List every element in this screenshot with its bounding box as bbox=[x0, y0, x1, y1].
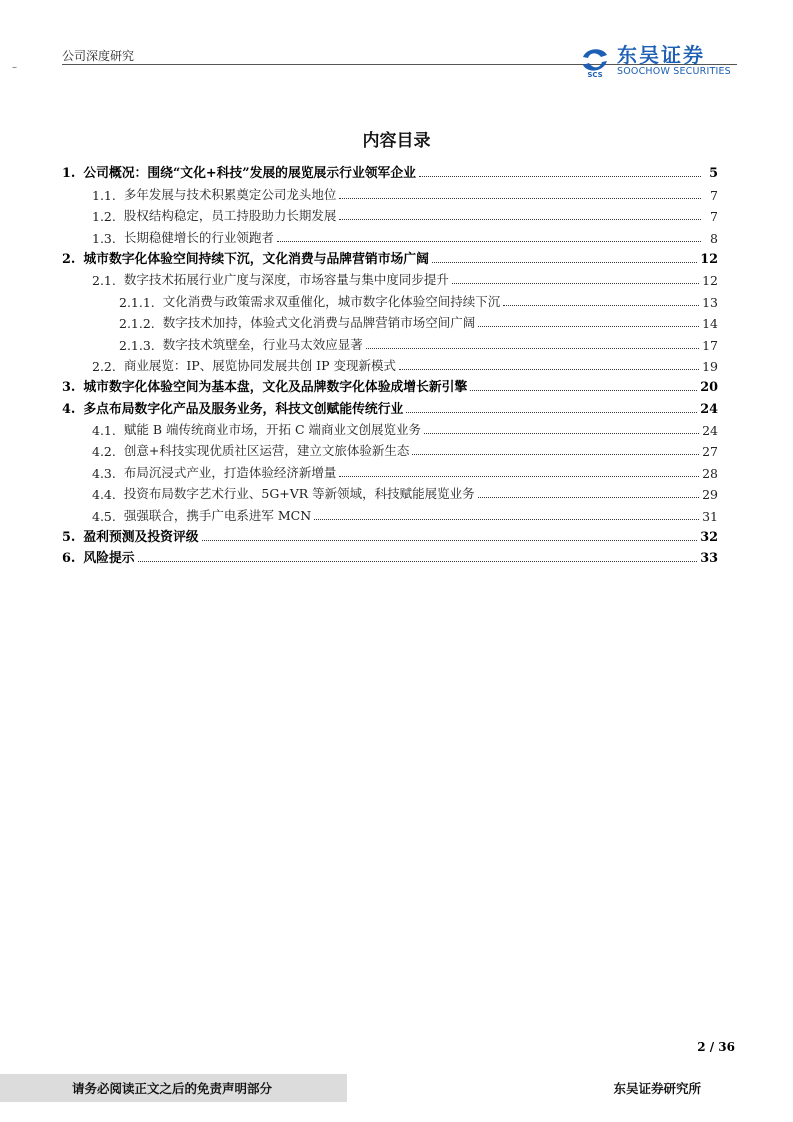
toc-entry-page: 12 bbox=[702, 273, 718, 289]
header-dash: – bbox=[12, 62, 17, 73]
toc-entry[interactable] bbox=[62, 438, 718, 459]
toc-entry-title: 数字技术加持，体验式文化消费与品牌营销市场空间广阔 bbox=[162, 315, 476, 331]
toc-entry-number: 5. bbox=[62, 530, 76, 546]
toc-entry-number: 2.1.2. bbox=[119, 316, 155, 332]
toc-entry-title: 多年发展与技术积累奠定公司龙头地位 bbox=[123, 186, 337, 202]
toc-entry[interactable] bbox=[62, 374, 718, 395]
toc-entry[interactable] bbox=[62, 502, 718, 523]
toc-entry-number: 1.1. bbox=[92, 187, 116, 203]
company-logo bbox=[577, 42, 747, 80]
logo-mark-text: SCS bbox=[587, 71, 603, 79]
toc-entry-number: 4. bbox=[62, 401, 76, 417]
toc-entry[interactable] bbox=[62, 459, 718, 480]
toc-entry-page: 27 bbox=[702, 444, 718, 460]
toc-entry-number: 3. bbox=[62, 380, 76, 396]
toc-leader-dots bbox=[277, 241, 701, 242]
toc-entry-number: 1. bbox=[62, 166, 76, 182]
toc-entry-title: 数字技术筑壁垒，行业马太效应显著 bbox=[162, 336, 363, 352]
toc-entry-page: 5 bbox=[709, 166, 718, 182]
toc-entry-number: 2.1.1. bbox=[119, 294, 155, 310]
toc-entry-number: 4.5. bbox=[92, 508, 116, 524]
toc-entry[interactable] bbox=[62, 395, 718, 416]
toc-entry-number: 2.1.3. bbox=[119, 337, 155, 353]
toc-entry-page: 28 bbox=[702, 465, 718, 481]
toc-entry[interactable] bbox=[62, 267, 718, 288]
toc-leader-dots bbox=[424, 433, 699, 434]
toc-entry-page: 29 bbox=[702, 487, 718, 503]
toc-entry-page: 7 bbox=[710, 209, 718, 225]
toc-entry-page: 31 bbox=[702, 508, 718, 524]
toc-entry[interactable] bbox=[62, 353, 718, 374]
toc-entry[interactable] bbox=[62, 288, 718, 309]
toc-entry-page: 12 bbox=[700, 251, 718, 267]
toc-entry-page: 14 bbox=[702, 316, 718, 332]
toc-entry-title: 多点布局数字化产品及服务业务，科技文创赋能传统行业 bbox=[83, 401, 404, 417]
toc-entry-title: 公司概况：围绕“文化+科技”发展的展览展示行业领军企业 bbox=[83, 166, 416, 182]
toc-entry[interactable] bbox=[62, 331, 718, 352]
toc-entry[interactable] bbox=[62, 246, 718, 267]
toc-entry-page: 32 bbox=[700, 530, 718, 546]
toc-leader-dots bbox=[339, 476, 699, 477]
toc-entry-page: 33 bbox=[700, 551, 718, 567]
toc-entry[interactable] bbox=[62, 545, 718, 566]
toc-entry-number: 4.1. bbox=[92, 423, 116, 439]
toc-leader-dots bbox=[202, 540, 698, 541]
table-of-contents bbox=[62, 160, 718, 566]
toc-leader-dots bbox=[399, 369, 699, 370]
toc-entry-title: 长期稳健增长的行业领跑者 bbox=[123, 229, 274, 245]
toc-entry-title: 风险提示 bbox=[83, 551, 135, 567]
toc-entry-number: 1.2. bbox=[92, 209, 116, 225]
toc-entry-number: 1.3. bbox=[92, 230, 116, 246]
toc-entry[interactable] bbox=[62, 310, 718, 331]
toc-entry-number: 4.4. bbox=[92, 487, 116, 503]
toc-leader-dots bbox=[470, 390, 697, 391]
toc-entry-title: 股权结构稳定，员工持股助力长期发展 bbox=[123, 208, 337, 224]
toc-entry[interactable] bbox=[62, 160, 718, 181]
toc-entry-title: 城市数字化体验空间为基本盘，文化及品牌数字化体验成增长新引擎 bbox=[83, 380, 468, 396]
toc-leader-dots bbox=[503, 305, 699, 306]
toc-entry-number: 2.2. bbox=[92, 358, 116, 374]
page-number: 2 / 36 bbox=[697, 1040, 735, 1054]
logo-chinese-name: 东吴证券 bbox=[617, 43, 705, 67]
toc-entry-number: 4.3. bbox=[92, 465, 116, 481]
toc-leader-dots bbox=[478, 326, 699, 327]
toc-entry-page: 7 bbox=[710, 187, 718, 203]
toc-entry-number: 4.2. bbox=[92, 444, 116, 460]
toc-entry-title: 数字技术拓展行业广度与深度，市场容量与集中度同步提升 bbox=[123, 272, 449, 288]
toc-entry[interactable] bbox=[62, 481, 718, 502]
toc-entry-page: 17 bbox=[702, 337, 718, 353]
toc-entry-page: 24 bbox=[700, 401, 718, 417]
toc-leader-dots bbox=[412, 454, 699, 455]
toc-entry-page: 13 bbox=[702, 294, 718, 310]
toc-leader-dots bbox=[339, 219, 701, 220]
toc-leader-dots bbox=[366, 348, 699, 349]
toc-leader-dots bbox=[314, 519, 699, 520]
toc-entry-title: 城市数字化体验空间持续下沉，文化消费与品牌营销市场广阔 bbox=[83, 251, 429, 267]
toc-entry-number: 6. bbox=[62, 551, 76, 567]
toc-leader-dots bbox=[406, 412, 697, 413]
toc-entry-number: 2. bbox=[62, 251, 76, 267]
toc-entry-page: 24 bbox=[702, 423, 718, 439]
toc-entry[interactable] bbox=[62, 181, 718, 202]
toc-entry-page: 8 bbox=[710, 230, 718, 246]
toc-entry-number: 2.1. bbox=[92, 273, 116, 289]
footer-disclaimer: 请务必阅读正文之后的免责声明部分 bbox=[72, 1081, 273, 1096]
toc-title: 内容目录 bbox=[362, 131, 431, 151]
toc-entry[interactable] bbox=[62, 224, 718, 245]
toc-entry-title: 创意+科技实现优质社区运营，建立文旅体验新生态 bbox=[123, 443, 410, 459]
toc-entry[interactable] bbox=[62, 417, 718, 438]
toc-leader-dots bbox=[478, 497, 699, 498]
toc-entry[interactable] bbox=[62, 203, 718, 224]
logo-english-name: SOOCHOW SECURITIES bbox=[617, 66, 731, 77]
toc-leader-dots bbox=[432, 262, 697, 263]
toc-entry-title: 商业展览：IP、展览协同发展共创 IP 变现新模式 bbox=[123, 357, 397, 373]
toc-entry[interactable] bbox=[62, 524, 718, 545]
toc-entry-page: 19 bbox=[702, 358, 718, 374]
toc-entry-title: 投资布局数字艺术行业、5G+VR 等新领域，科技赋能展览业务 bbox=[123, 486, 475, 502]
soochow-logo-icon bbox=[577, 43, 613, 79]
toc-entry-title: 布局沉浸式产业，打造体验经济新增量 bbox=[123, 464, 337, 480]
toc-leader-dots bbox=[452, 283, 699, 284]
toc-leader-dots bbox=[339, 198, 701, 199]
toc-entry-title: 文化消费与政策需求双重催化，城市数字化体验空间持续下沉 bbox=[162, 293, 501, 309]
report-type-label: 公司深度研究 bbox=[62, 49, 135, 63]
toc-leader-dots bbox=[419, 176, 701, 177]
toc-entry-title: 强强联合，携手广电系进军 MCN bbox=[123, 507, 312, 523]
toc-entry-title: 赋能 B 端传统商业市场，开拓 C 端商业文创展览业务 bbox=[123, 422, 422, 438]
footer-organization: 东吴证券研究所 bbox=[613, 1081, 701, 1096]
toc-entry-page: 20 bbox=[700, 380, 718, 396]
toc-leader-dots bbox=[138, 561, 698, 562]
toc-entry-title: 盈利预测及投资评级 bbox=[83, 530, 199, 546]
